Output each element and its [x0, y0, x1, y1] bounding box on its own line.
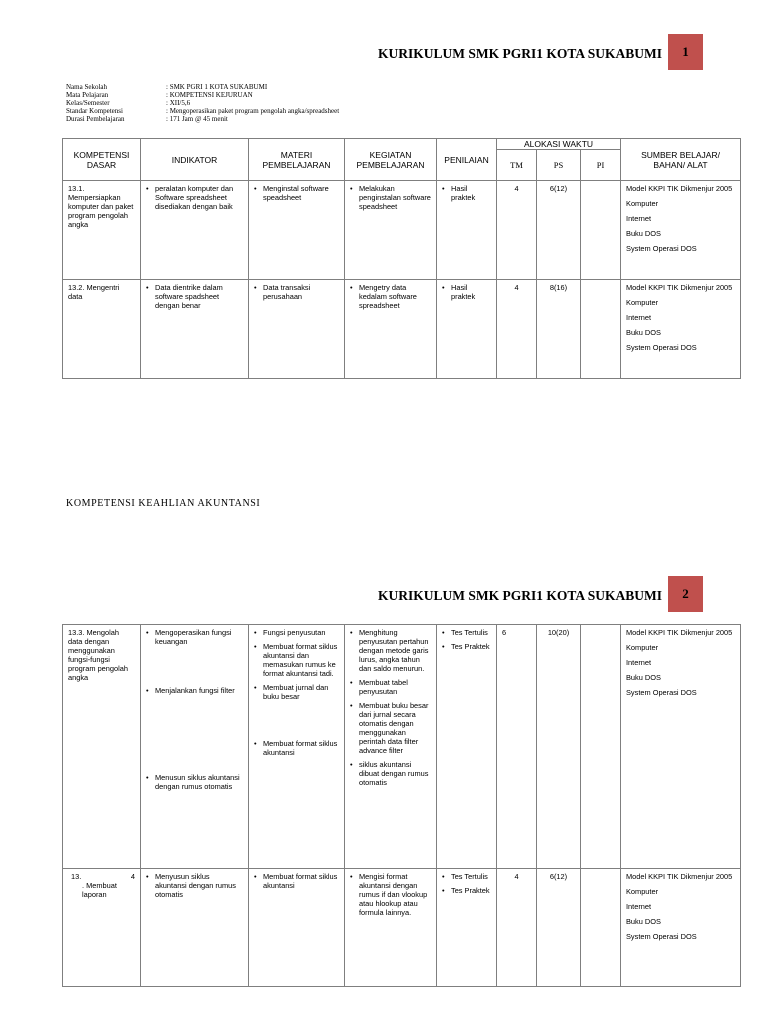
info-row-standard: Standar Kompetensi : Mengoperasikan paket program pengolah angka/spreadsheet [66, 107, 340, 115]
header-sumber: SUMBER BELAJAR/ BAHAN/ ALAT [621, 139, 741, 181]
table-row [63, 280, 741, 379]
header-alokasi-waktu: ALOKASI WAKTU [497, 139, 621, 150]
kd-cell: 13.3. Mengolah data dengan menggunakan fungsi-fungsi program pengolah angka [63, 625, 141, 869]
table-row [63, 181, 741, 280]
header-penilaian: PENILAIAN [437, 139, 497, 181]
kegiatan-cell: • Melakukan penginstalan software speadsheet [345, 181, 437, 280]
curriculum-table-1 [62, 138, 741, 379]
page-header [0, 34, 768, 74]
document-info [66, 83, 339, 123]
indikator-cell: • Data dientrike dalam software spadsheet dengan benar [141, 280, 249, 379]
kd-cell: 13.1. Mempersiapkan komputer dan paket program pengolah angka [63, 181, 141, 280]
curriculum-table-2 [62, 624, 741, 987]
indikator-cell: • peralatan komputer dan Software spreadsheet disediakan dengan baik [141, 181, 249, 280]
sumber-cell: Model KKPI TIK Dikmenjur 2005 Komputer Internet Buku DOS System Operasi DOS [621, 181, 741, 280]
sumber-cell: Model KKPI TIK Dikmenjur 2005 Komputer Internet Buku DOS System Operasi DOS [621, 280, 741, 379]
page-title: KURIKULUM SMK PGRI1 KOTA SUKABUMI [377, 588, 662, 603]
sumber-cell: Model KKPI TIK Dikmenjur 2005 Komputer Internet Buku DOS System Operasi DOS [621, 625, 741, 869]
page-number-badge: 2 [668, 576, 703, 612]
materi-cell: • Data transaksi perusahaan [249, 280, 345, 379]
pi-cell [581, 869, 621, 987]
table-row [63, 869, 741, 987]
page-number-badge: 1 [668, 34, 703, 70]
kd-cell: 13. 4 . Membuat laporan [63, 869, 141, 987]
penilaian-cell: • Hasil praktek [437, 181, 497, 280]
header-tm: TM [497, 150, 537, 181]
penilaian-cell: • Tes Tertulis • Tes Praktek [437, 625, 497, 869]
tm-cell: 4 [497, 869, 537, 987]
materi-cell: • Menginstal software speadsheet [249, 181, 345, 280]
table-row [63, 625, 741, 869]
pi-cell [581, 280, 621, 379]
ps-cell: 6(12) [537, 869, 581, 987]
tm-cell: 4 [497, 280, 537, 379]
page-title: KURIKULUM SMK PGRI1 KOTA SUKABUMI [377, 46, 662, 61]
kegiatan-cell: • Menghitung penyusutan pertahun dengan metode garis lurus, angka tahun dan saldo menurun. • Membuat tabel penyusutan • Membuat buku besar dari jurnal secara otomatis dengan menggunakan perintah data filter advance filter • siklus akuntansi dibuat dengan rumus otomatis [345, 625, 437, 869]
info-row-school: Nama Sekolah : SMK PGRI 1 KOTA SUKABUMI [66, 83, 268, 91]
indikator-cell: • Menyusun siklus akuntansi dengan rumus otomatis [141, 869, 249, 987]
page-header [0, 576, 768, 616]
ps-cell: 6(12) [537, 181, 581, 280]
info-row-subject: Mata Pelajaran : KOMPETENSI KEJURUAN [66, 91, 253, 99]
kegiatan-cell: • Mengisi format akuntansi dengan rumus if dan vlookup atau hlookup atau formula lainnya. [345, 869, 437, 987]
info-row-class: Kelas/Semester : XII/5,6 [66, 99, 191, 107]
materi-cell: • Membuat format siklus akuntansi [249, 869, 345, 987]
penilaian-cell: • Hasil praktek [437, 280, 497, 379]
ps-cell: 8(16) [537, 280, 581, 379]
header-indikator: INDIKATOR [141, 139, 249, 181]
ps-cell: 10(20) [537, 625, 581, 869]
kegiatan-cell: • Mengetry data kedalam software spreadsheet [345, 280, 437, 379]
info-row-duration: Durasi Pembelajaran : 171 Jam @ 45 menit [66, 115, 228, 123]
header-ps: PS [537, 150, 581, 181]
kd-cell: 13.2. Mengentri data [63, 280, 141, 379]
indikator-cell: • Mengoperasikan fungsi keuangan • Menjalankan fungsi filter • Menusun siklus akuntansi dengan rumus otomatis [141, 625, 249, 869]
tm-cell: 6 [497, 625, 537, 869]
header-kompetensi-dasar: KOMPETENSI DASAR [63, 139, 141, 181]
pi-cell [581, 181, 621, 280]
tm-cell: 4 [497, 181, 537, 280]
header-materi: MATERI PEMBELAJARAN [249, 139, 345, 181]
pi-cell [581, 625, 621, 869]
header-pi: PI [581, 150, 621, 181]
section-title: KOMPETENSI KEAHLIAN AKUNTANSI [66, 498, 261, 509]
penilaian-cell: • Tes Tertulis • Tes Praktek [437, 869, 497, 987]
sumber-cell: Model KKPI TIK Dikmenjur 2005 Komputer Internet Buku DOS System Operasi DOS [621, 869, 741, 987]
header-kegiatan: KEGIATAN PEMBELAJARAN [345, 139, 437, 181]
materi-cell: • Fungsi penyusutan • Membuat format siklus akuntansi dan memasukan rumus ke format akuntansi tadi. • Membuat jurnal dan buku besar • Membuat format siklus akuntansi [249, 625, 345, 869]
